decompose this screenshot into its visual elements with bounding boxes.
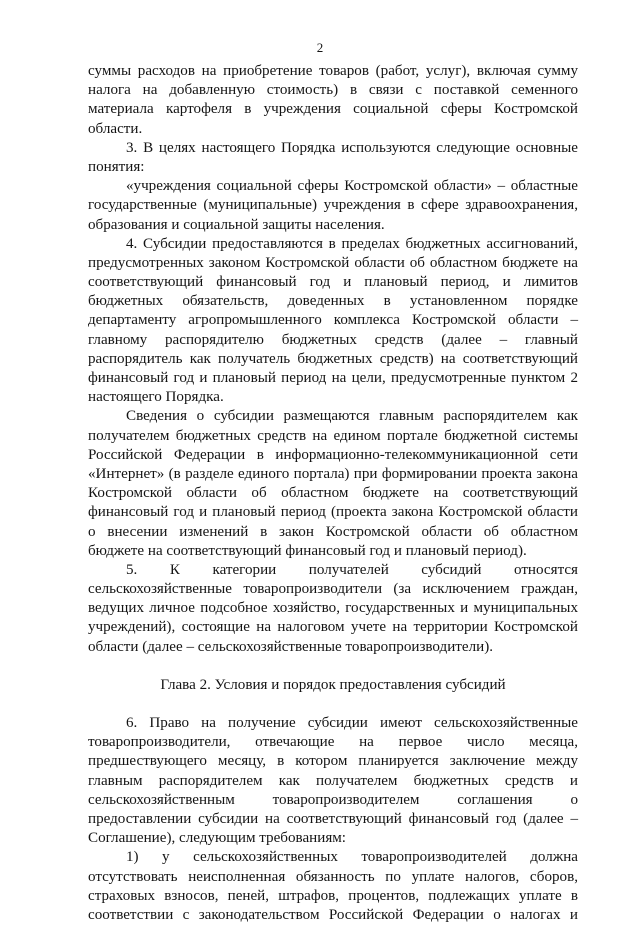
text-line: главным распорядителем как получателем бюджетных средств и [88,772,578,789]
text-line: понятия: [88,158,145,175]
text-line: товаропроизводители, отвечающие на первое число месяца, [88,734,578,751]
text-line: 4. Субсидии предоставляются в пределах бюджетных ассигнований, [126,235,578,252]
text-line: о внесении изменений в закон Костромской области об областном [88,523,578,540]
page-number: 2 [316,40,324,55]
text-line: области (далее – сельскохозяйственные товаропроизводители). [88,638,494,655]
text-line: распорядитель как получатель бюджетных средств) на соответствующий [88,350,578,367]
text-line: предусмотренных законом Костромской области об областном бюджете на [88,254,578,271]
text-line: Российской Федерации в информационно-телекоммуникационной сети [88,446,578,463]
spacer [88,695,578,714]
text-line: департаменту агропромышленного комплекса Костромской области – [88,312,578,329]
text-line: соответствии с законодательством Российской Федерации о налогах и [88,906,578,923]
text-line: отсутствовать неисполненная обязанность по уплате налогов, сборов, [88,868,578,885]
text-line: государственные (муниципальные) учреждения в сфере здравоохранения, [88,197,578,214]
text-line: настоящего Порядка. [88,389,224,406]
text-line: страховых взносов, пеней, штрафов, процентов, подлежащих уплате в [88,887,578,904]
text-line: предшествующего месяцу, в котором планируется заключение между [88,753,578,770]
spacer [88,657,578,676]
text-line: бюджетных обязательств, доведенных в установленном порядке [88,293,578,310]
text-line: ведущих личное подсобное хозяйство, государственных и муниципальных [88,600,578,617]
text-line: учреждений), состоящие на налоговом учете на территории Костромской [88,619,578,636]
text-line: 5. К категории получателей субсидий относятся [126,561,578,578]
text-line: главному распорядителю бюджетных средств (далее – главный [88,331,578,348]
text-line: финансовый год и плановый период (проекта закона Костромской области [88,504,578,521]
text-line: образования и социальной защиты населения. [88,216,385,233]
text-line: Соглашение), следующим требованиям: [88,830,347,847]
text-line: Костромской области об областном бюджете на соответствующий [88,485,578,502]
text-line: «учреждения социальной сферы Костромской области» – областные [126,178,578,195]
text-line: «Интернет» (в разделе единого портала) при формировании проекта закона [88,465,578,482]
text-line: сельскохозяйственным товаропроизводителем соглашения о [88,791,578,808]
section-general-provisions [88,62,578,657]
text-line: области. [88,120,143,137]
section-chapter-2 [88,714,578,925]
text-line: 1) у сельскохозяйственных товаропроизводителей должна [126,849,578,866]
text-line: материала картофеля в учреждения социальной сферы Костромской [88,101,578,118]
document-body [88,62,578,925]
text-line: налога на добавленную стоимость) в связи с поставкой семенного [88,82,578,99]
text-line: предоставлении субсидии на соответствующий финансовый год (далее – [88,810,578,827]
text-line: финансовый год и плановый период на цели, предусмотренные пунктом 2 [88,370,578,386]
text-line: получателем бюджетных средств на едином портале бюджетной системы [88,427,578,444]
chapter-heading: Глава 2. Условия и порядок предоставления субсидий [160,676,506,693]
text-line: сельскохозяйственные товаропроизводители (за исключением граждан, [88,581,578,598]
text-line: 3. В целях настоящего Порядка используются следующие основные [126,139,578,156]
text-line: бюджете на соответствующий финансовый год и плановый период). [88,542,527,559]
text-line: суммы расходов на приобретение товаров (работ, услуг), включая сумму [88,63,578,79]
text-line: 6. Право на получение субсидии имеют сельскохозяйственные [126,715,578,731]
text-line: соответствующий финансовый год и плановый период, и лимитов [88,274,578,291]
text-line: Сведения о субсидии размещаются главным распорядителем как [126,408,578,425]
